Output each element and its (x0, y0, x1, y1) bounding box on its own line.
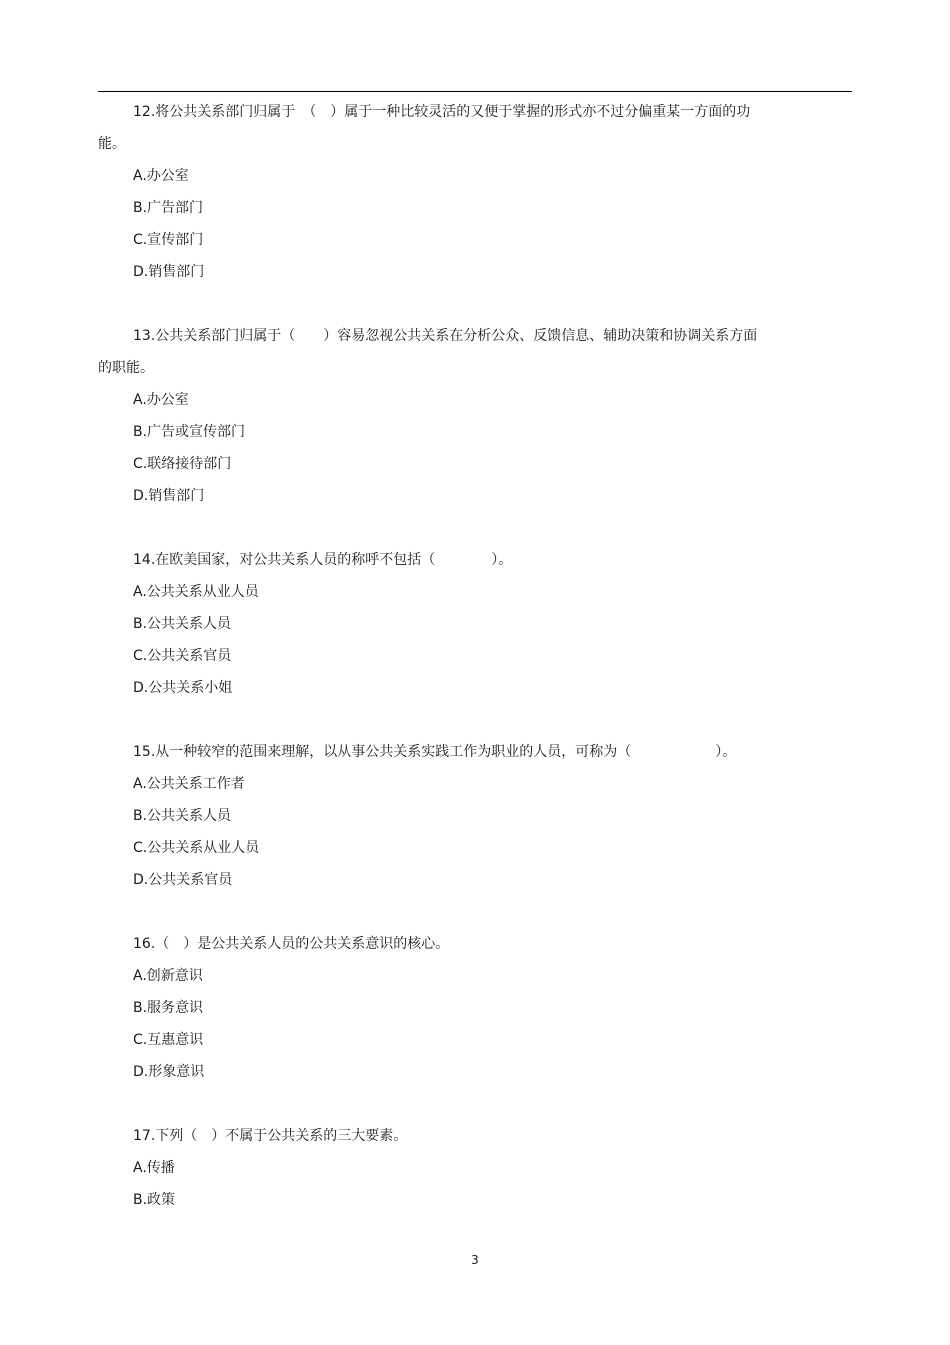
question-stem: 16.（ ）是公共关系人员的公共关系意识的核心。 (133, 936, 450, 952)
option-b: B.服务意识 (133, 1000, 204, 1016)
question-stem: 14.在欧美国家，对公共关系人员的称呼不包括（ ）。 (133, 552, 513, 568)
option-c: C.公共关系从业人员 (133, 840, 260, 856)
option-a: A.办公室 (133, 168, 189, 184)
option-c: C.公共关系官员 (133, 648, 232, 664)
option-a: A.创新意识 (133, 968, 203, 984)
option-b: B.政策 (133, 1192, 176, 1208)
option-b: B.公共关系人员 (133, 808, 232, 824)
option-c: C.宣传部门 (133, 232, 204, 248)
option-c: C.互惠意识 (133, 1032, 204, 1048)
option-d: D.销售部门 (133, 264, 205, 280)
page-number: 3 (471, 1253, 479, 1267)
option-d: D.形象意识 (133, 1064, 205, 1080)
option-a: A.公共关系工作者 (133, 776, 245, 792)
question-stem: 17.下列（ ）不属于公共关系的三大要素。 (133, 1128, 408, 1144)
option-a: A.办公室 (133, 392, 189, 408)
question-stem: 12.将公共关系部门归属于 （ ）属于一种比较灵活的又便于掌握的形式亦不过分偏重某一方面的功 (133, 104, 751, 120)
question-stem: 13.公共关系部门归属于（ ）容易忽视公共关系在分析公众、反馈信息、辅助决策和协调关系方面 (133, 328, 758, 344)
option-a: A.公共关系从业人员 (133, 584, 259, 600)
question-stem-continued: 能。 (98, 136, 126, 152)
option-d: D.公共关系小姐 (133, 680, 233, 696)
option-b: B.广告或宣传部门 (133, 424, 246, 440)
question-stem: 15.从一种较窄的范围来理解，以从事公共关系实践工作为职业的人员，可称为（ ）。 (133, 744, 737, 760)
option-c: C.联络接待部门 (133, 456, 232, 472)
option-d: D.销售部门 (133, 488, 205, 504)
option-b: B.广告部门 (133, 200, 204, 216)
option-d: D.公共关系官员 (133, 872, 233, 888)
option-a: A.传播 (133, 1160, 175, 1176)
option-b: B.公共关系人员 (133, 616, 232, 632)
question-stem-continued: 的职能。 (98, 360, 154, 376)
header-rule (98, 91, 852, 92)
